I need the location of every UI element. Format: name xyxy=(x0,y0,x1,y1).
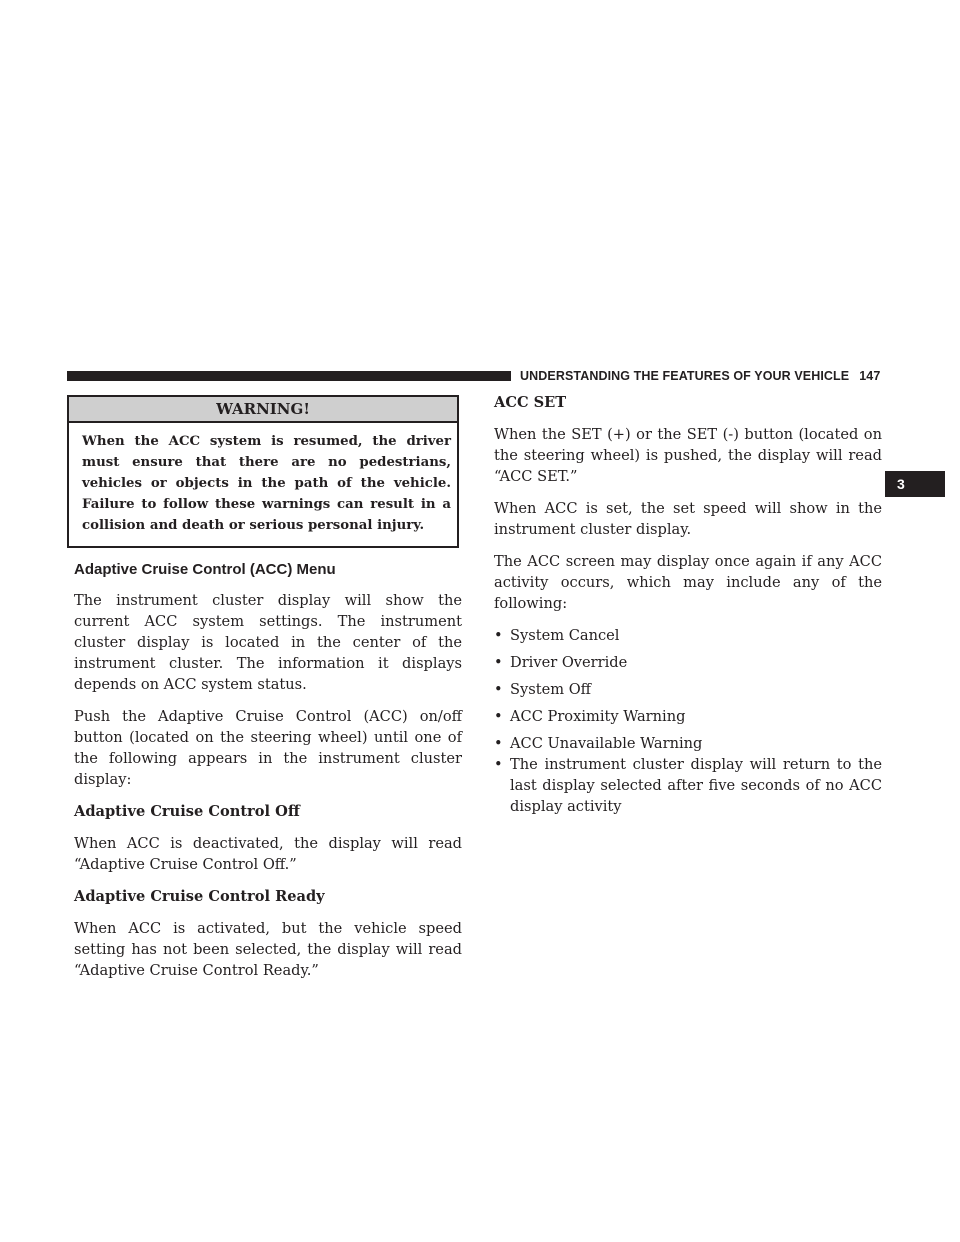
right-column xyxy=(494,392,882,823)
list-item: • Driver Override xyxy=(494,654,628,671)
running-header xyxy=(520,367,890,385)
bullet-icon: • xyxy=(494,735,503,752)
paragraph: When ACC is deactivated, the display will read “Adaptive Cruise Control Off.” xyxy=(74,835,462,873)
list-item: • ACC Proximity Warning xyxy=(494,708,686,725)
bullet-icon: • xyxy=(494,627,503,644)
bullet-list xyxy=(494,625,882,817)
left-column xyxy=(74,395,462,981)
warning-box xyxy=(67,395,459,548)
bullet-icon: • xyxy=(494,654,503,671)
bullet-icon: • xyxy=(494,708,503,725)
page-number: 147 xyxy=(859,369,881,383)
bullet-icon: • xyxy=(494,681,503,698)
paragraph: When ACC is activated, but the vehicle speed setting has not been selected, the display will read “Adaptive Cruise Control Ready.” xyxy=(74,920,462,979)
warning-title: WARNING! xyxy=(69,397,457,423)
section-heading: Adaptive Cruise Control (ACC) Menu xyxy=(74,561,336,578)
header-title: UNDERSTANDING THE FEATURES OF YOUR VEHICLE xyxy=(520,369,850,383)
list-item: • System Cancel xyxy=(494,627,620,644)
paragraph: The instrument cluster display will show the current ACC system settings. The instrument cluster display is located in the center of the instrument cluster. The information it displays depends on ACC system status. xyxy=(74,592,462,693)
warning-text: When the ACC system is resumed, the driver must ensure that there are no pedestrians, vehicles or objects in the path of the vehicle. Failure to follow these warnings can result in a collision and death or serious personal injury. xyxy=(82,434,451,533)
paragraph: The ACC screen may display once again if any ACC activity occurs, which may include any of the following: xyxy=(494,553,882,612)
subheading: Adaptive Cruise Control Ready xyxy=(74,888,325,905)
subheading: Adaptive Cruise Control Off xyxy=(74,803,300,820)
subheading: ACC SET xyxy=(494,394,567,411)
header-rule xyxy=(67,371,511,381)
paragraph: When ACC is set, the set speed will show in the instrument cluster display. xyxy=(494,500,882,538)
bullet-icon: • xyxy=(494,756,503,773)
paragraph: Push the Adaptive Cruise Control (ACC) on/off button (located on the steering wheel) until one of the following appears in the instrument cluster display: xyxy=(74,708,462,788)
chapter-tab: 3 xyxy=(885,471,945,497)
list-item: • System Off xyxy=(494,681,592,698)
list-item: • The instrument cluster display will return to the last display selected after five seconds of no ACC display activity xyxy=(494,756,882,815)
list-item: • ACC Unavailable Warning xyxy=(494,735,703,752)
paragraph: When the SET (+) or the SET (-) button (located on the steering wheel) is pushed, the display will read “ACC SET.” xyxy=(494,426,882,485)
